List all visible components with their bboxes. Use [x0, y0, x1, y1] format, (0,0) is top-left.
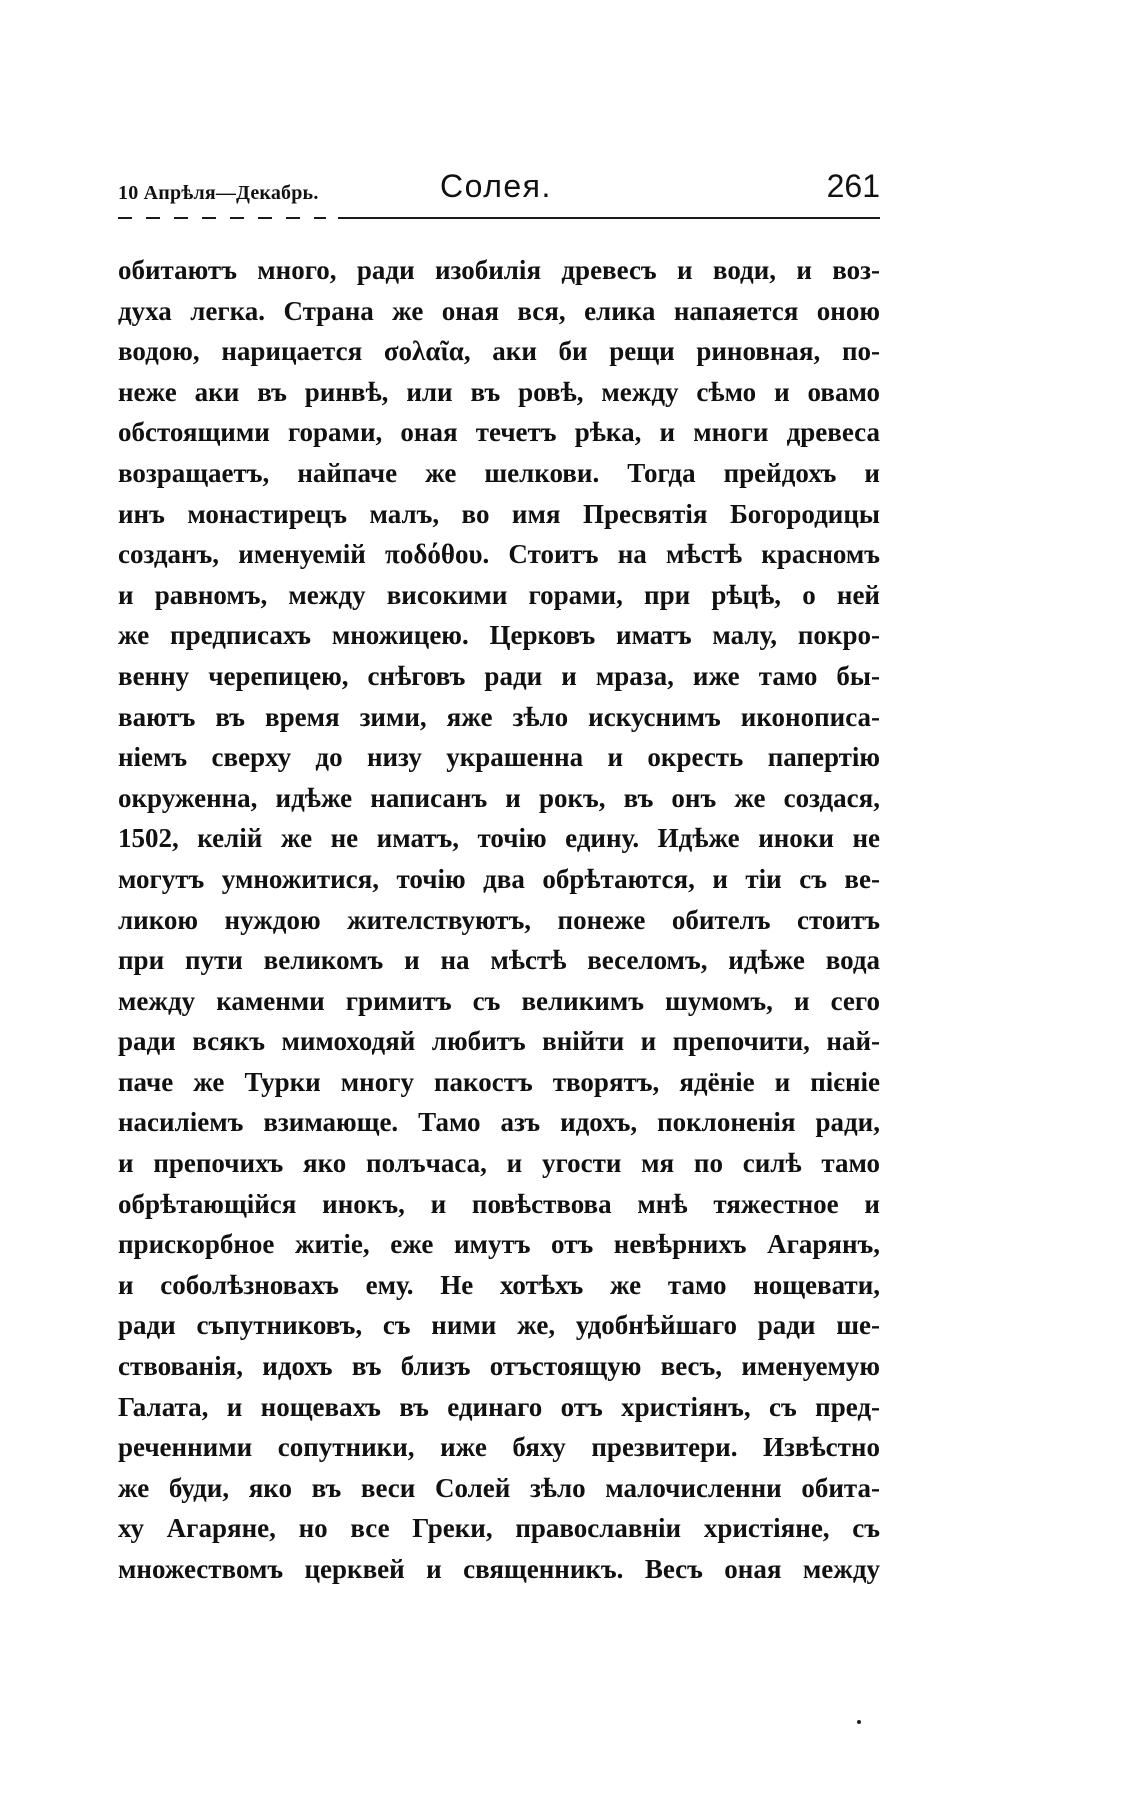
text-line: ликою нуждою жителствуютъ, понеже обителъ стоитъ	[118, 904, 880, 935]
header-rule	[338, 217, 880, 219]
text-line: обстоящими горами, оная течетъ рѣка, и многи древеса	[118, 417, 880, 448]
text-line: ніемъ сверху до низу украшенна и окресть папертію	[118, 742, 880, 773]
text-line: же предписахъ множицею. Церковъ иматъ малу, покро-	[118, 620, 880, 651]
text-line: окруженна, идѣже написанъ и рокъ, въ онъ же создася,	[118, 782, 880, 813]
text-line: насиліемъ взимающе. Тамо азъ идохъ, поклоненія ради,	[118, 1107, 880, 1138]
print-speck	[857, 1720, 861, 1724]
page-number: 261	[826, 168, 880, 204]
text-line: возращаетъ, найпаче же шелкови. Тогда прейдохъ и	[118, 457, 880, 488]
text-line: ху Агаряне, но все Греки, православніи христіяне, съ	[118, 1513, 880, 1544]
text-line: неже аки въ ринвѣ, или въ ровѣ, между сѣмо и овамо	[118, 376, 880, 407]
text-line: обрѣтающійся инокъ, и повѣствова мнѣ тяжестное и	[118, 1188, 880, 1219]
text-line: между каменми гримитъ съ великимъ шумомъ, и сего	[118, 985, 880, 1016]
text-line: духа легка. Страна же оная вся, елика напаяется оною	[118, 295, 880, 326]
text-line: созданъ, именуемій ποδόθου. Стоитъ на мѣстѣ красномъ	[118, 539, 880, 570]
page-title: Солея.	[440, 168, 552, 204]
body-text	[118, 250, 880, 1590]
text-line: ради всякъ мимоходяй любитъ внійти и препочити, най-	[118, 1026, 880, 1057]
text-line: и соболѣзновахъ ему. Не хотѣхъ же тамо нощевати,	[118, 1269, 880, 1300]
text-line: Галата, и нощевахъ въ единаго отъ христіянъ, съ пред-	[118, 1391, 880, 1422]
header-rule-dashed	[118, 217, 326, 219]
text-line: при пути великомъ и на мѣстѣ веселомъ, идѣже вода	[118, 945, 880, 976]
text-line: водою, нарицается σολαῖα, аки би рещи риновная, по-	[118, 336, 880, 367]
text-line: же буди, яко въ веси Солей зѣло малочисленни обита-	[118, 1472, 880, 1503]
text-line: могутъ умножитися, точію два обрѣтаются, и тіи съ ве-	[118, 863, 880, 894]
text-line: и равномъ, между високими горами, при рѣцѣ, о ней	[118, 579, 880, 610]
text-line: реченними сопутники, иже бяху презвитери. Извѣстно	[118, 1432, 880, 1463]
date-range: 10 Апрѣля—Декабрь.	[118, 182, 319, 204]
text-line: ради съпутниковъ, съ ними же, удобнѣйшаго ради ше-	[118, 1310, 880, 1341]
text-line: множествомъ церквей и священникъ. Весъ оная между	[118, 1554, 880, 1584]
text-line: прискорбное житіе, еже имутъ отъ невѣрнихъ Агарянъ,	[118, 1229, 880, 1260]
text-line: паче же Турки многу пакостъ творятъ, ядёніе и пієніе	[118, 1066, 880, 1097]
text-line: ствованія, идохъ въ близъ отъстоящую весъ, именуемую	[118, 1351, 880, 1382]
text-line: 1502, келій же не иматъ, точію едину. Идѣже иноки не	[118, 823, 880, 854]
running-head	[118, 160, 880, 220]
text-line: инъ монастирецъ малъ, во имя Пресвятія Богородицы	[118, 498, 880, 529]
text-line: обитаютъ много, ради изобилія древесъ и води, и воз-	[118, 255, 880, 285]
text-line: венну черепицею, снѣговъ ради и мраза, иже тамо бы-	[118, 660, 880, 691]
text-line: ваютъ въ время зими, яже зѣло искуснимъ иконописа-	[118, 701, 880, 732]
text-line: и препочихъ яко полъчаса, и угости мя по силѣ тамо	[118, 1148, 880, 1179]
